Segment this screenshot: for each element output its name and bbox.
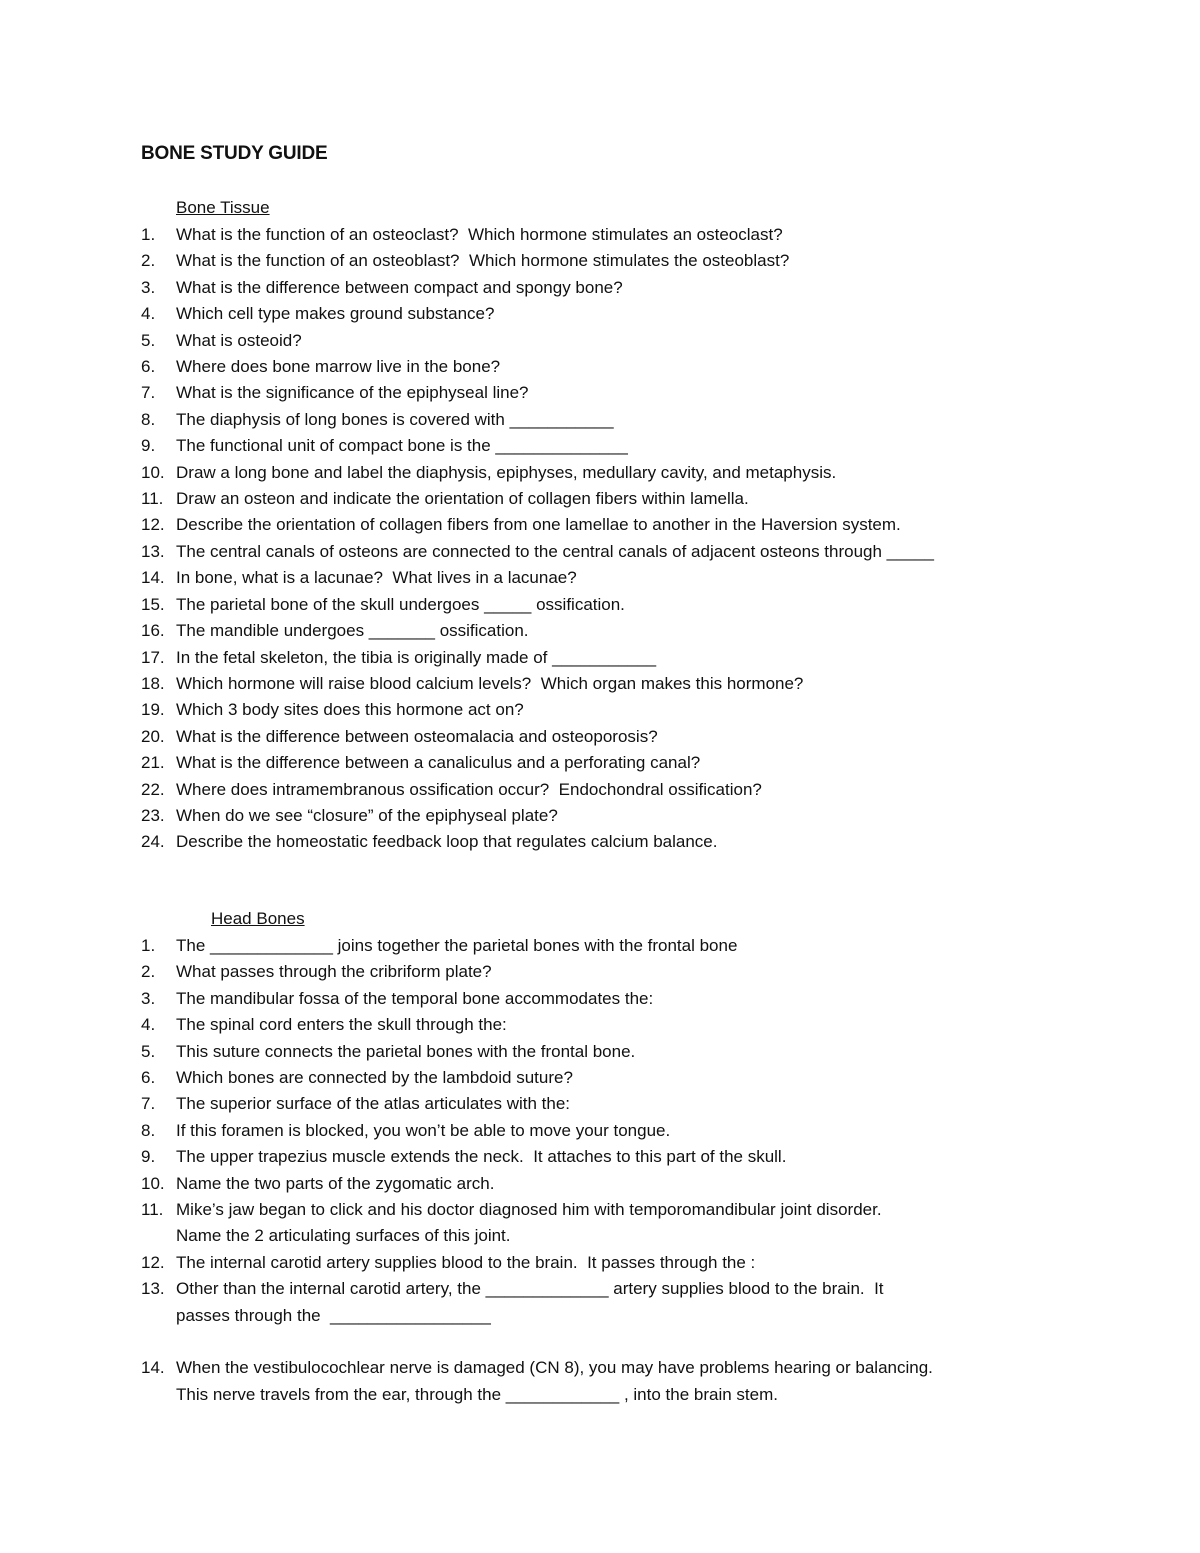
question-item: [141, 1250, 1071, 1276]
question-number: 22.: [141, 779, 165, 799]
question-number: 3.: [141, 277, 156, 297]
question-number: 10.: [141, 1173, 165, 1193]
question-text: Which bones are connected by the lambdoid suture?: [176, 1068, 573, 1088]
question-number: 11.: [141, 1200, 164, 1220]
question-text: The _____________ joins together the parietal bones with the frontal bone: [176, 936, 738, 955]
question-item: [141, 354, 1071, 380]
question-text: The internal carotid artery supplies blood to the brain. It passes through the :: [176, 1252, 756, 1272]
question-number: 14.: [141, 568, 165, 588]
question-text: Which cell type makes ground substance?: [176, 304, 495, 324]
question-item: [141, 986, 1071, 1012]
question-item: [141, 803, 1071, 829]
question-number: 14.: [141, 1358, 165, 1378]
question-text: What is the function of an osteoclast? Which hormone stimulates an osteoclast?: [176, 225, 783, 244]
question-item: [141, 1355, 1071, 1408]
question-item: [141, 328, 1071, 354]
question-number: 10.: [141, 462, 165, 482]
question-item: [141, 1065, 1071, 1091]
question-number: 21.: [141, 753, 165, 773]
question-text: In the fetal skeleton, the tibia is originally made of ___________: [176, 647, 657, 667]
question-text: Which 3 body sites does this hormone act on?: [176, 700, 524, 720]
question-item: [141, 1171, 1071, 1197]
question-number: 19.: [141, 700, 165, 720]
document-title: BONE STUDY GUIDE: [141, 143, 328, 164]
question-item: [141, 1144, 1071, 1170]
question-number: 7.: [141, 1094, 156, 1114]
question-item: [141, 1276, 1071, 1329]
question-text: When the vestibulocochlear nerve is damaged (CN 8), you may have problems hearing or balancing.: [176, 1358, 933, 1378]
question-text: The upper trapezius muscle extends the neck. It attaches to this part of the skull.: [176, 1147, 787, 1167]
question-text: If this foramen is blocked, you won’t be able to move your tongue.: [176, 1120, 671, 1140]
question-text: Draw a long bone and label the diaphysis, epiphyses, medullary cavity, and metaphysis.: [176, 462, 837, 482]
question-text: The spinal cord enters the skull through the:: [176, 1015, 507, 1035]
section-heading-head-bones: Head Bones: [211, 909, 305, 928]
question-item: [141, 248, 1071, 274]
question-number: 16.: [141, 621, 165, 641]
question-number: 11.: [141, 489, 164, 509]
question-number: 5.: [141, 1041, 156, 1061]
question-item: [141, 486, 1071, 512]
blank-line: [141, 1329, 1071, 1355]
question-item: [141, 724, 1071, 750]
question-item: [141, 222, 1071, 248]
question-number: 9.: [141, 436, 156, 456]
question-text: The mandibular fossa of the temporal bone accommodates the:: [176, 988, 654, 1008]
question-item: [141, 1118, 1071, 1144]
question-text-block: [176, 1276, 884, 1329]
question-text: What is the difference between osteomalacia and osteoporosis?: [176, 726, 658, 746]
question-text: The parietal bone of the skull undergoes _____ ossification.: [176, 594, 625, 614]
question-number: 9.: [141, 1147, 156, 1167]
question-item: [141, 959, 1071, 985]
question-item: [141, 539, 1071, 565]
question-item: [141, 1091, 1071, 1117]
question-item: [141, 275, 1071, 301]
question-item: [141, 1197, 1071, 1250]
question-item: [141, 301, 1071, 327]
question-number: 6.: [141, 1068, 156, 1088]
question-item: [141, 829, 1071, 855]
section-heading-bone-tissue: Bone Tissue: [176, 198, 270, 217]
question-item: [141, 380, 1071, 406]
question-number: 8.: [141, 1120, 156, 1140]
question-text: When do we see “closure” of the epiphyseal plate?: [176, 805, 558, 825]
question-text: Draw an osteon and indicate the orientation of collagen fibers within lamella.: [176, 489, 749, 509]
question-number: 13.: [141, 541, 165, 561]
question-item: [141, 671, 1071, 697]
question-text: This suture connects the parietal bones with the frontal bone.: [176, 1041, 636, 1061]
question-list-bone-tissue: [141, 222, 1071, 856]
question-item: [141, 1039, 1071, 1065]
question-text: The superior surface of the atlas articulates with the:: [176, 1094, 571, 1114]
question-number: 17.: [141, 647, 165, 667]
question-text: The diaphysis of long bones is covered with ___________: [176, 409, 614, 429]
question-number: 20.: [141, 726, 165, 746]
question-number: 15.: [141, 594, 165, 614]
question-text: Mike’s jaw began to click and his doctor diagnosed him with temporomandibular joint disorder.: [176, 1200, 882, 1220]
question-item: [141, 697, 1071, 723]
question-item: [141, 750, 1071, 776]
question-number: 13.: [141, 1279, 165, 1299]
question-text-block: [176, 1355, 933, 1408]
question-text: The functional unit of compact bone is the ______________: [176, 436, 628, 456]
question-number: 2.: [141, 251, 156, 271]
question-number: 1.: [141, 936, 156, 955]
question-number: 24.: [141, 832, 165, 852]
question-item: [141, 618, 1071, 644]
question-number: 4.: [141, 304, 156, 324]
question-text: Describe the homeostatic feedback loop that regulates calcium balance.: [176, 832, 718, 852]
question-text: Where does bone marrow live in the bone?: [176, 357, 501, 377]
question-item: [141, 407, 1071, 433]
question-text: What is the difference between compact and spongy bone?: [176, 277, 623, 297]
question-number: 2.: [141, 962, 156, 982]
question-text: The central canals of osteons are connected to the central canals of adjacent osteons through _____: [176, 541, 934, 561]
question-item: [141, 933, 1071, 959]
question-number: 7.: [141, 383, 156, 403]
question-text-block: [176, 1197, 882, 1250]
question-text-continuation: passes through the _________________: [176, 1305, 491, 1325]
question-item: [141, 512, 1071, 538]
question-text-continuation: Name the 2 articulating surfaces of this joint.: [176, 1226, 511, 1246]
question-text: What passes through the cribriform plate?: [176, 962, 492, 982]
question-text: Describe the orientation of collagen fibers from one lamellae to another in the Haversion system.: [176, 515, 901, 535]
question-text-continuation: This nerve travels from the ear, through the ____________ , into the brain stem.: [176, 1384, 778, 1404]
question-text: What is the function of an osteoblast? Which hormone stimulates the osteoblast?: [176, 251, 790, 271]
question-item: [141, 777, 1071, 803]
question-item: [141, 1012, 1071, 1038]
question-text: Other than the internal carotid artery, the _____________ artery supplies blood to the brain. It: [176, 1279, 884, 1299]
question-text: In bone, what is a lacunae? What lives in a lacunae?: [176, 568, 577, 588]
question-text: Name the two parts of the zygomatic arch.: [176, 1173, 495, 1193]
question-number: 8.: [141, 409, 156, 429]
question-number: 12.: [141, 1252, 165, 1272]
question-number: 23.: [141, 805, 165, 825]
question-item: [141, 460, 1071, 486]
question-text: The mandible undergoes _______ ossification.: [176, 621, 529, 641]
question-number: 12.: [141, 515, 165, 535]
question-list-head-bones: [141, 933, 1071, 1408]
question-text: Which hormone will raise blood calcium levels? Which organ makes this hormone?: [176, 673, 804, 693]
question-text: What is the significance of the epiphyseal line?: [176, 383, 529, 403]
question-item: [141, 565, 1071, 591]
question-number: 1.: [141, 225, 156, 244]
question-text: What is the difference between a canaliculus and a perforating canal?: [176, 753, 701, 773]
question-number: 6.: [141, 357, 156, 377]
question-number: 3.: [141, 988, 156, 1008]
question-number: 18.: [141, 673, 165, 693]
question-number: 5.: [141, 330, 156, 350]
question-item: [141, 645, 1071, 671]
question-text: Where does intramembranous ossification occur? Endochondral ossification?: [176, 779, 762, 799]
question-text: What is osteoid?: [176, 330, 302, 350]
question-number: 4.: [141, 1015, 156, 1035]
question-item: [141, 592, 1071, 618]
question-item: [141, 433, 1071, 459]
